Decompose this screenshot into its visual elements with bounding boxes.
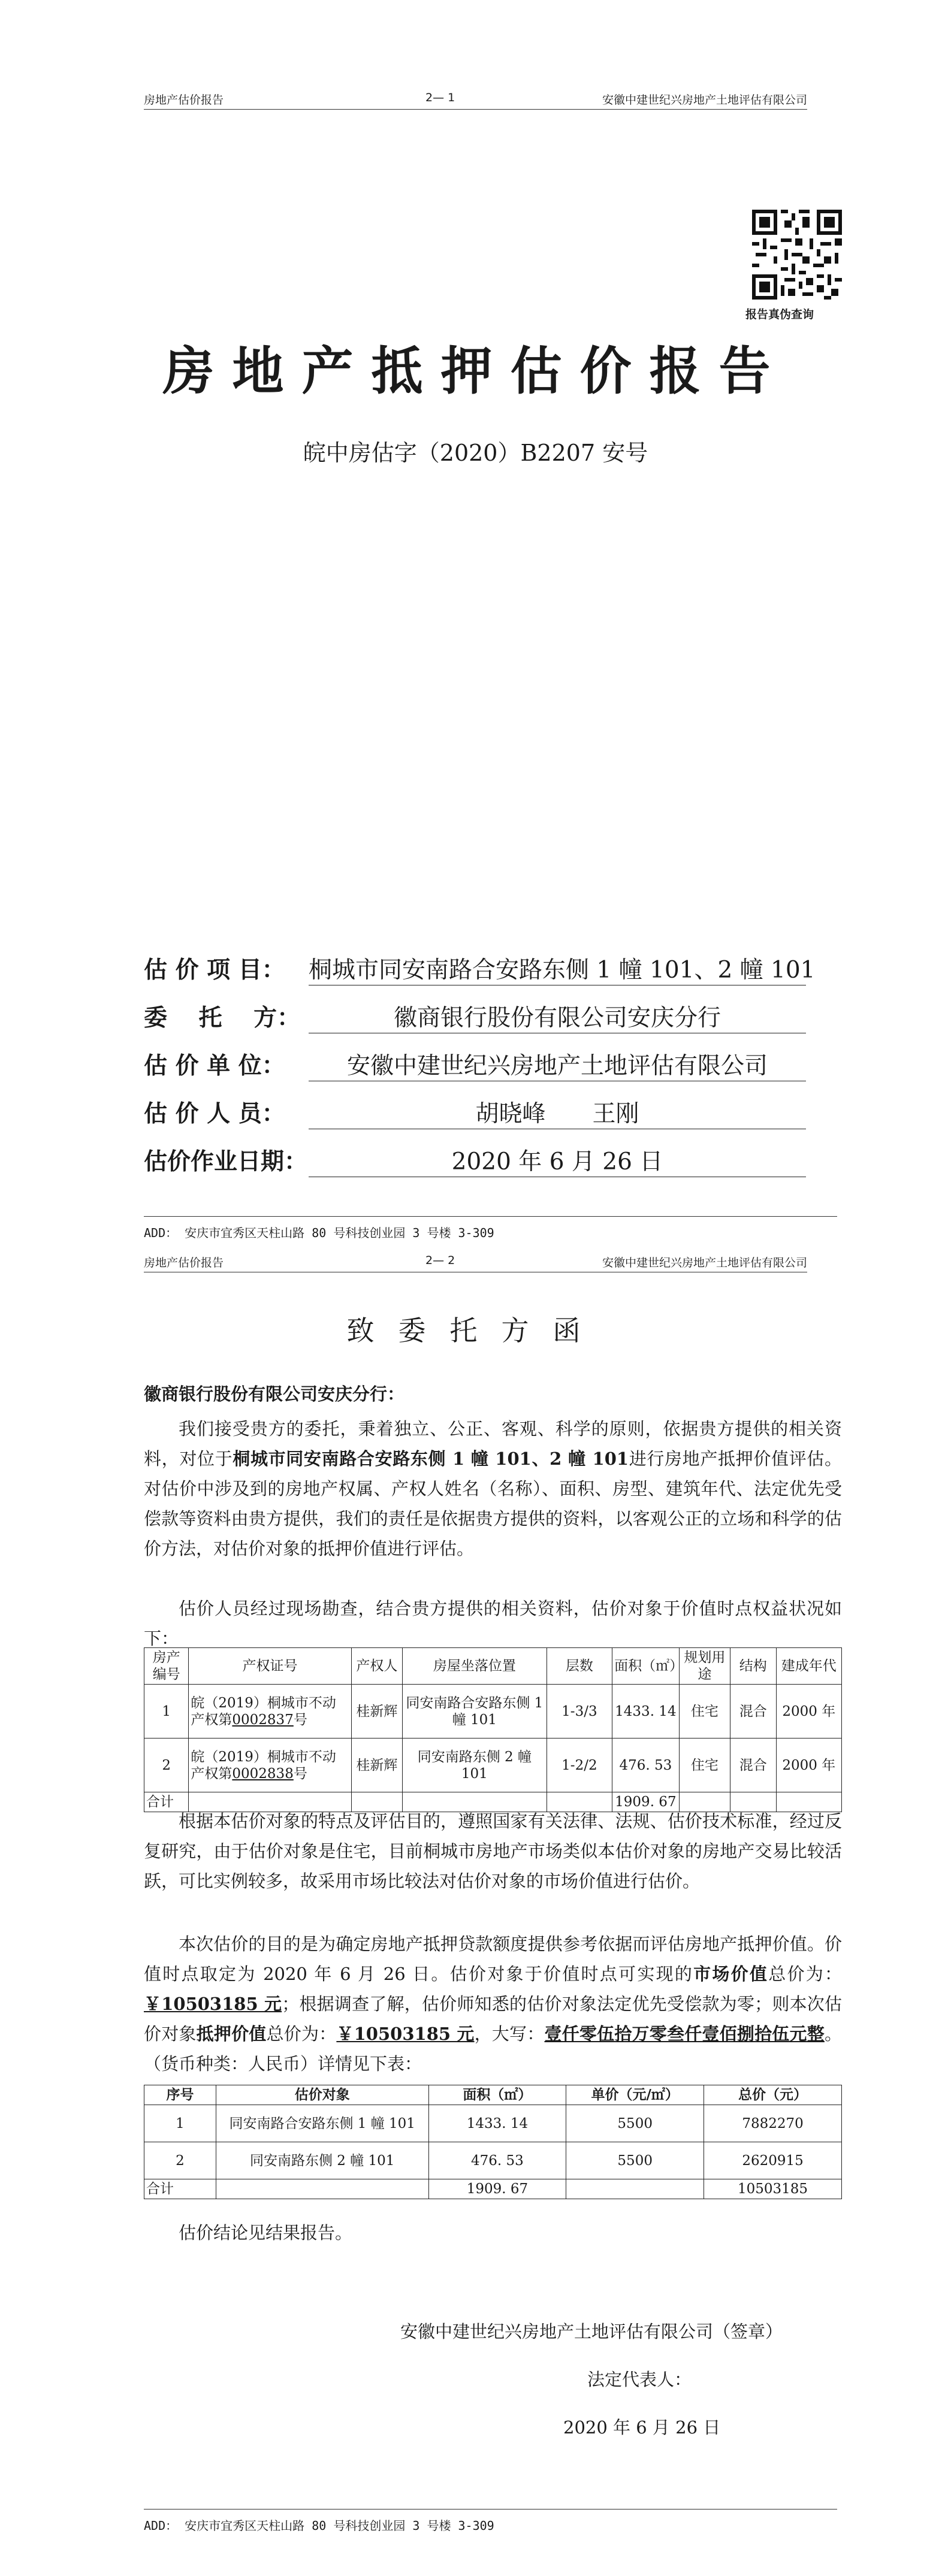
- column-header: 层数: [547, 1648, 612, 1685]
- mortgage-value-label: 抵押价值: [196, 2024, 267, 2044]
- signature-date: 2020 年 6 月 26 日: [563, 2417, 721, 2438]
- column-header: 总价（元）: [704, 2085, 842, 2105]
- cell-no: 2: [144, 2142, 216, 2179]
- cell-no: 2: [144, 1739, 189, 1792]
- header-right: 安徽中建世纪兴房地产土地评估有限公司: [602, 1256, 807, 1269]
- text-run: 根据本估价对象的特点及评估目的，遵照国家有关法律、法规、估价技术标准，经过反复研究，由于估价对象是住宅，目前桐城市房地产市场类似本估价对象的房地产交易比较活跃，可比实例较多，故采用市场比较法对估价对象的市场价值进行估价。: [144, 1811, 842, 1891]
- column-header: 产权人: [351, 1648, 402, 1685]
- market-value-amount: ￥10503185 元: [144, 1994, 282, 2014]
- column-header: 估价对象: [216, 2085, 428, 2105]
- cell-total-label: 合计: [144, 2179, 216, 2199]
- cell-floors: 1-3/3: [547, 1685, 612, 1739]
- info-row-date: [144, 1143, 806, 1177]
- text-run: 皖（2019）桐城市不动产权第: [191, 1695, 336, 1728]
- column-header: 面积（㎡）: [428, 2085, 566, 2105]
- header-left: 房地产估价报告: [144, 1256, 224, 1269]
- text-run: 我们接受贵方的委托，秉着独立、公正、客观、科学的原则，依据贵方提供的相关资料，对位于: [144, 1419, 842, 1469]
- cell-total-area: 1909. 67: [428, 2179, 566, 2199]
- valuation-table: [144, 2085, 842, 2199]
- cell-empty: [566, 2179, 704, 2199]
- report-number: 皖中房估字（2020）B2207 安号: [303, 440, 648, 466]
- table-row: [144, 2105, 842, 2142]
- cell-floors: 1-2/2: [547, 1739, 612, 1792]
- mortgage-value-amount: ￥10503185 元: [336, 2024, 475, 2044]
- letter-addressee: 徽商银行股份有限公司安庆分行：: [144, 1384, 405, 1404]
- footer-rule: [144, 1216, 837, 1217]
- cell-no: 1: [144, 2105, 216, 2142]
- info-value: 徽商银行股份有限公司安庆分行: [309, 999, 806, 1033]
- conclusion-note: 估价结论见结果报告。: [179, 2223, 353, 2243]
- cell-total-area: 1909. 67: [612, 1792, 680, 1812]
- info-label: 估 价 人 员：: [144, 1100, 285, 1127]
- footer-rule: [144, 2509, 837, 2510]
- table-row: [144, 1685, 842, 1739]
- text-run: 估价人员经过现场勘查，结合贵方提供的相关资料，估价对象于价值时点权益状况如下：: [144, 1598, 842, 1649]
- cell-use: 住宅: [679, 1685, 730, 1739]
- column-header: 结构: [730, 1648, 776, 1685]
- text-run: 本次估价的目的是为确定房地产抵押贷款额度提供参考依据而评估房地产抵押价值。价值时点取定为 2020 年 6 月 26 日。估价对象于价值时点可实现的: [144, 1934, 842, 1984]
- cell-area: 1433. 14: [428, 2105, 566, 2142]
- cell-structure: 混合: [730, 1685, 776, 1739]
- cell-location: 同安南路合安路东侧 1 幢 101: [403, 1685, 547, 1739]
- certificate-number: 0002837: [232, 1712, 294, 1728]
- info-value: 安徽中建世纪兴房地产土地评估有限公司: [309, 1047, 806, 1081]
- property-rights-table: [144, 1647, 842, 1812]
- info-row-appraisers: [144, 1095, 806, 1129]
- qr-caption: 报告真伪查询: [745, 308, 814, 321]
- cell-location: 同安南路东侧 2 幢 101: [403, 1739, 547, 1792]
- cell-use: 住宅: [679, 1739, 730, 1792]
- text-run: 皖（2019）桐城市不动产权第: [191, 1749, 336, 1782]
- paragraph-survey: [144, 1594, 842, 1653]
- cell-year: 2000 年: [776, 1739, 841, 1792]
- text-run: 总价为：: [768, 1964, 842, 1984]
- cell-area: 476. 53: [612, 1739, 680, 1792]
- cell-total-price: 2620915: [704, 2142, 842, 2179]
- cell-object: 同安南路合安路东侧 1 幢 101: [216, 2105, 428, 2142]
- column-header: 产权证号: [189, 1648, 351, 1685]
- column-header: 面积（㎡）: [612, 1648, 680, 1685]
- text-run: ；根据调查了解，估价师知悉的估价对象法定优先受偿款为零；则本次估价对象: [144, 1994, 842, 2044]
- header-right: 安徽中建世纪兴房地产土地评估有限公司: [602, 93, 807, 107]
- table-header-row: [144, 1648, 842, 1685]
- cell-owner: 桂新辉: [351, 1739, 402, 1792]
- info-row-client: [144, 999, 806, 1033]
- cell-area: 476. 53: [428, 2142, 566, 2179]
- column-header: 序号: [144, 2085, 216, 2105]
- column-header: 房产编号: [144, 1648, 189, 1685]
- market-value-label: 市场价值: [693, 1964, 769, 1984]
- table-total-row: [144, 2179, 842, 2199]
- cell-structure: 混合: [730, 1739, 776, 1792]
- footer-address: ADD： 安庆市宜秀区天柱山路 80 号科技创业园 3 号楼 3-309: [144, 1226, 494, 1240]
- info-label: 委 托 方：: [144, 1005, 301, 1032]
- cell-unit-price: 5500: [566, 2142, 704, 2179]
- column-header: 房屋坐落位置: [403, 1648, 547, 1685]
- certificate-number: 0002838: [232, 1765, 294, 1782]
- property-address: 桐城市同安南路合安路东侧 1 幢 101、2 幢 101: [233, 1449, 629, 1469]
- column-header: 单价（元/㎡）: [566, 2085, 704, 2105]
- cell-owner: 桂新辉: [351, 1685, 402, 1739]
- info-value: 胡晓峰 王刚: [309, 1095, 806, 1129]
- text-run: 进行房地产抵押价值评估。对估价中涉及到的房地产权属、产权人姓名（名称）、面积、房型、建筑年代、法定优先受偿款等资料由贵方提供，我们的责任是依据贵方提供的资料，以客观公正的立场和科学的估价方法，对估价对象的抵押价值进行评估。: [144, 1449, 842, 1559]
- cell-total-sum: 10503185: [704, 2179, 842, 2199]
- info-label: 估价作业日期：: [144, 1148, 308, 1175]
- table-row: [144, 2142, 842, 2179]
- info-row-project: [144, 951, 816, 985]
- letter-page: [0, 1252, 951, 2576]
- text-run: 号: [293, 1765, 307, 1782]
- text-run: 总价为：: [266, 2024, 337, 2044]
- info-row-appraiser-unit: [144, 1047, 806, 1081]
- table-header-row: [144, 2085, 842, 2105]
- paragraph-method: [144, 1806, 842, 1896]
- report-title: 房地产抵押估价报告: [162, 341, 789, 401]
- header-page-number: 2— 2: [425, 1254, 455, 1267]
- cell-unit-price: 5500: [566, 2105, 704, 2142]
- column-header: 建成年代: [776, 1648, 841, 1685]
- cell-empty: [216, 2179, 428, 2199]
- info-value: 桐城市同安南路合安路东侧 1 幢 101、2 幢 101: [309, 951, 806, 985]
- letter-title: 致委托方函: [346, 1314, 605, 1347]
- cell-total-label: 合计: [144, 1792, 189, 1812]
- text-run: 。（货币种类：人民币）详情见下表：: [144, 2024, 842, 2074]
- header-page-number: 2— 1: [425, 91, 455, 104]
- cell-year: 2000 年: [776, 1685, 841, 1739]
- qr-code-icon[interactable]: [752, 210, 842, 300]
- info-value: 2020 年 6 月 26 日: [309, 1143, 806, 1177]
- cell-certificate: [189, 1739, 351, 1792]
- signature-company: 安徽中建世纪兴房地产土地评估有限公司（签章）: [400, 2321, 783, 2342]
- cell-total-price: 7882270: [704, 2105, 842, 2142]
- info-label: 估 价 单 位：: [144, 1053, 285, 1080]
- table-row: [144, 1739, 842, 1792]
- text-run: ，大写：: [474, 2024, 545, 2044]
- mortgage-value-in-words: 壹仟零伍拾万零叁仟壹佰捌拾伍元整: [544, 2024, 825, 2044]
- cell-no: 1: [144, 1685, 189, 1739]
- header-left: 房地产估价报告: [144, 93, 224, 107]
- cell-certificate: [189, 1685, 351, 1739]
- cover-page: [0, 0, 951, 1252]
- footer-address: ADD： 安庆市宜秀区天柱山路 80 号科技创业园 3 号楼 3-309: [144, 2518, 494, 2533]
- cell-object: 同安南路东侧 2 幢 101: [216, 2142, 428, 2179]
- info-label: 估 价 项 目：: [144, 957, 285, 984]
- text-run: 号: [293, 1712, 307, 1728]
- cell-area: 1433. 14: [612, 1685, 680, 1739]
- paragraph-valuation: [144, 1929, 842, 2079]
- signature-representative: 法定代表人：: [587, 2369, 692, 2390]
- header-rule: [144, 109, 807, 110]
- column-header: 规划用途: [679, 1648, 730, 1685]
- paragraph-intro: [144, 1414, 842, 1564]
